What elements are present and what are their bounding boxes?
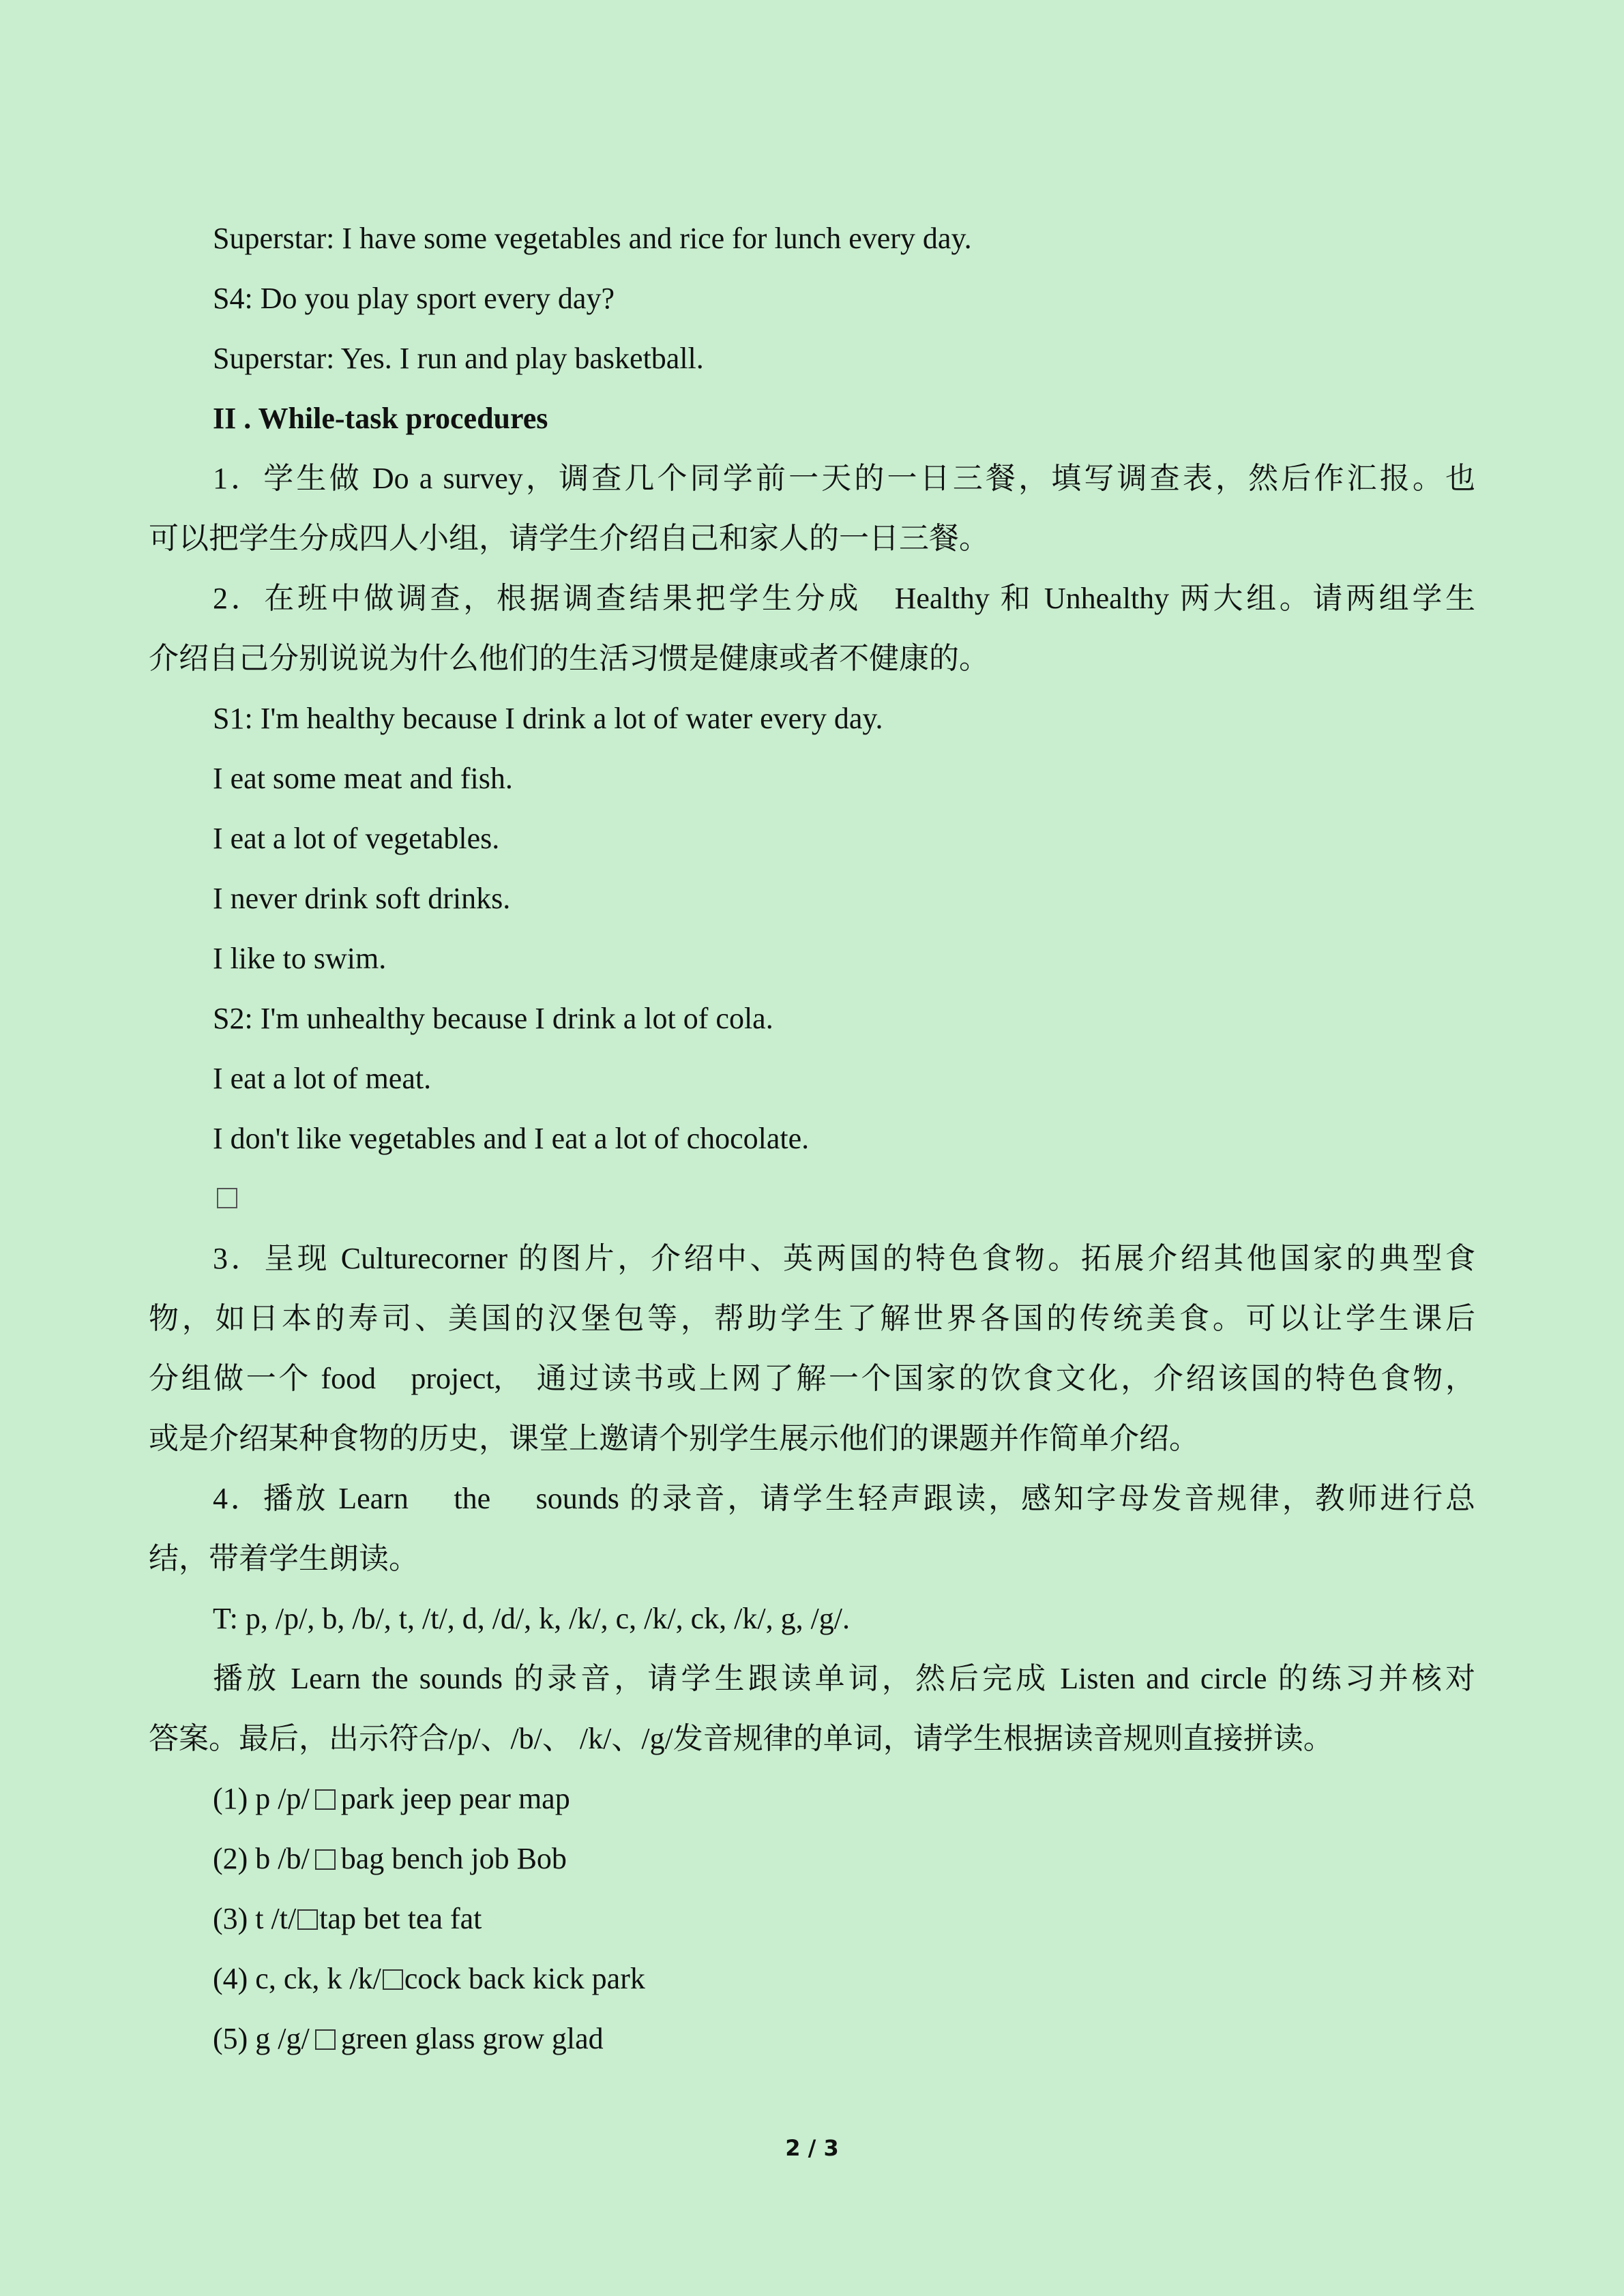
phonics-prefix: (3) t /t/: [213, 1902, 297, 1935]
phonics-prefix: (5) g /g/: [213, 2022, 310, 2055]
dialogue-line: I like to swim.: [213, 942, 387, 975]
dialogue-line: I eat a lot of vegetables.: [213, 822, 500, 855]
placeholder-box-icon: [315, 2029, 336, 2050]
paragraph-line: 分组做一个 food project, 通过读书或上网了解一个国家的饮食文化，介绍该国的特色食物，: [149, 1362, 1475, 1395]
phonics-prefix: (2) b /b/: [213, 1842, 310, 1875]
placeholder-box-icon: [315, 1789, 336, 1810]
paragraph-line: 物，如日本的寿司、美国的汉堡包等，帮助学生了解世界各国的传统美食。可以让学生课后: [149, 1302, 1475, 1335]
paragraph-line: 播放 Learn the sounds 的录音，请学生跟读单词，然后完成 Listen and circle 的练习并核对: [213, 1662, 1475, 1695]
paragraph-line: 2．在班中做调查，根据调查结果把学生分成 Healthy 和 Unhealthy 两大组。请两组学生: [213, 582, 1475, 615]
phonics-words: park jeep pear map: [340, 1782, 570, 1815]
phonics-words: tap bet tea fat: [319, 1902, 482, 1935]
phonics-item: [213, 2018, 604, 2059]
phonics-item: [213, 1838, 567, 1879]
phonics-words: green glass grow glad: [340, 2022, 604, 2055]
paragraph-line: 或是介绍某种食物的历史，课堂上邀请个别学生展示他们的课题并作简单介绍。: [149, 1422, 1199, 1455]
dialogue-line: S2: I'm unhealthy because I drink a lot of cola.: [213, 1002, 773, 1035]
paragraph-line: 可以把学生分成四人小组，请学生介绍自己和家人的一日三餐。: [149, 522, 989, 555]
paragraph-line: 1．学生做 Do a survey，调查几个同学前一天的一日三餐，填写调查表，然后作汇报。也: [213, 462, 1475, 495]
placeholder-box-icon: [315, 1849, 336, 1870]
dialogue-line: S1: I'm healthy because I drink a lot of water every day.: [213, 702, 883, 735]
phonics-prefix: (4) c, ck, k /k/: [213, 1962, 381, 1995]
phonics-words: cock back kick park: [404, 1962, 645, 1995]
dialogue-line: Superstar: I have some vegetables and rice for lunch every day.: [213, 222, 972, 255]
dialogue-line: T: p, /p/, b, /b/, t, /t/, d, /d/, k, /k/, c, /k/, ck, /k/, g, /g/.: [213, 1602, 851, 1635]
paragraph-line: 3．呈现 Culturecorner 的图片，介绍中、英两国的特色食物。拓展介绍其他国家的典型食: [213, 1242, 1475, 1275]
paragraph-line: 结，带着学生朗读。: [149, 1542, 419, 1575]
phonics-item: [213, 1778, 570, 1819]
dialogue-line: I eat some meat and fish.: [213, 762, 513, 795]
dialogue-line: I never drink soft drinks.: [213, 882, 511, 915]
phonics-prefix: (1) p /p/: [213, 1782, 310, 1815]
dialogue-line: Superstar: Yes. I run and play basketball.: [213, 342, 704, 375]
placeholder-box-icon: [297, 1909, 318, 1930]
dialogue-line: I eat a lot of meat.: [213, 1062, 432, 1095]
paragraph-line: 答案。最后，出示符合/p/、/b/、 /k/、/g/发音规律的单词，请学生根据读音规则直接拼读。: [149, 1722, 1333, 1755]
placeholder-box-icon: [217, 1188, 237, 1208]
page-number: 2 / 3: [785, 2135, 839, 2161]
paragraph-line: 4．播放 Learn the sounds 的录音，请学生轻声跟读，感知字母发音规律，教师进行总: [213, 1482, 1475, 1515]
section-heading: II . While-task procedures: [213, 402, 548, 435]
dialogue-line: I don't like vegetables and I eat a lot of chocolate.: [213, 1122, 810, 1155]
paragraph-line: 介绍自己分别说说为什么他们的生活习惯是健康或者不健康的。: [149, 642, 989, 675]
phonics-words: bag bench job Bob: [340, 1842, 567, 1875]
dialogue-line: S4: Do you play sport every day?: [213, 282, 615, 315]
phonics-item: [213, 1958, 645, 1999]
placeholder-box-icon: [383, 1969, 403, 1990]
phonics-item: [213, 1898, 482, 1939]
